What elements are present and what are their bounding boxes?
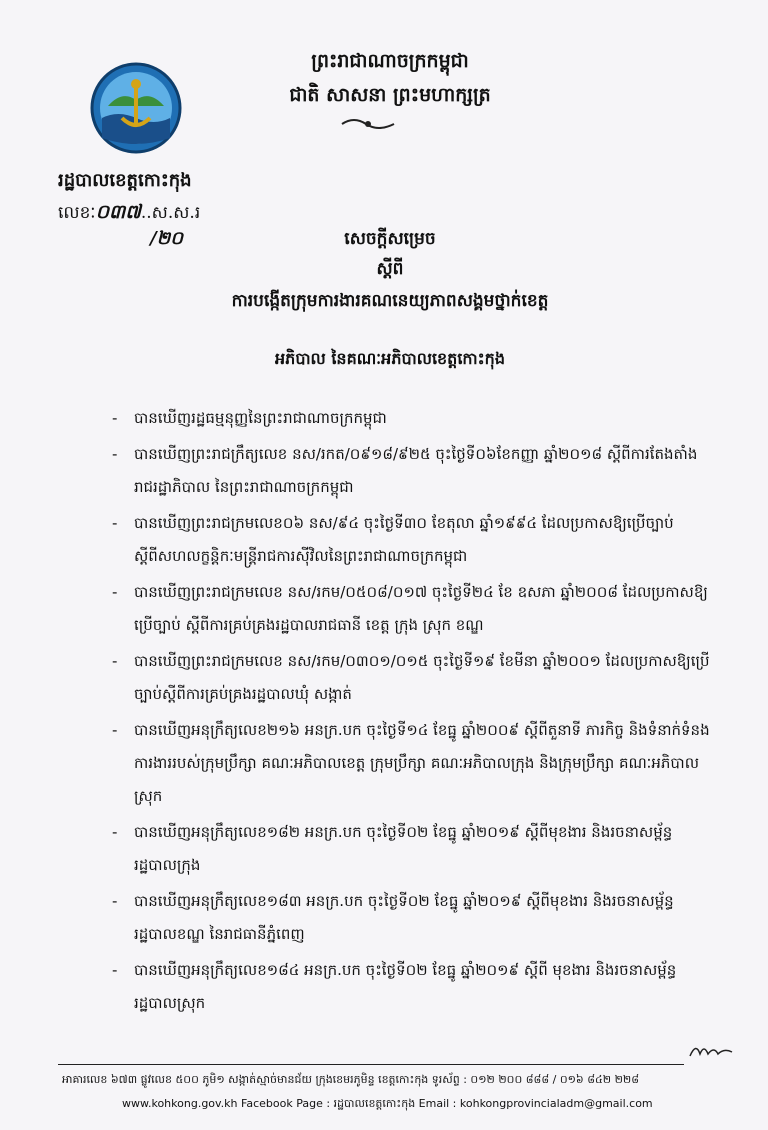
provincial-logo bbox=[88, 60, 184, 156]
list-item: - បានឃើញអនុក្រឹត្យលេខ១៨២ អនក្រ.បក ចុះថ្ងៃទី០២ ខែធ្នូ ឆ្នាំ២០១៩ ស្តីពីមុខងារ និងរចនាសម្ព័ន្ធរដ្ឋបាលក្រុង bbox=[112, 816, 712, 882]
reference-line bbox=[58, 200, 200, 228]
list-item: - បានឃើញព្រះរាជក្រឹត្យលេខ នស/រកត/០៩១៨/៩២៥ ចុះថ្ងៃទី០៦ខែកញ្ញា ឆ្នាំ២០១៨ ស្តីពីការតែងតាំងរាជរដ្ឋាភិបាល នៃព្រះរាជាណាចក្រកម្ពុជា bbox=[112, 438, 712, 504]
footer-address: អាគារលេខ ៦៧៣ ផ្លូវលេខ ៥០០ ភូមិ១ សង្កាត់ស្មាច់មានជ័យ ក្រុងខេមរភូមិន្ទ ខេត្តកោះកុង ទូរស័ព្ទ : ០១២ ២០០ ៨៨៨ / ០១៦ ៨៤២ ២២៨ bbox=[62, 1073, 640, 1086]
list-item: - បានឃើញអនុក្រឹត្យលេខ១៨៤ អនក្រ.បក ចុះថ្ងៃទី០២ ខែធ្នូ ឆ្នាំ២០១៩ ស្តីពី មុខងារ និងរចនាសម្ព័ន្ធរដ្ឋបាលស្រុក bbox=[112, 954, 712, 1020]
list-item: - បានឃើញអនុក្រឹត្យលេខ២១៦ អនក្រ.បក ចុះថ្ងៃទី១៤ ខែធ្នូ ឆ្នាំ២០០៩ ស្តីពីតួនាទី ភារកិច្ច និងទំនាក់ទំនងការងាររបស់ក្រុមប្រឹក្សា គណៈអភិបាលខេត្ត ក្រុមប្រឹក្សា គណៈអភិបាលក្រុង និងក្រុមប្រឹក្សា គណៈអភិបាលស្រុក bbox=[112, 714, 712, 813]
list-item: - បានឃើញអនុក្រឹត្យលេខ១៨៣ អនក្រ.បក ចុះថ្ងៃទី០២ ខែធ្នូ ឆ្នាំ២០១៩ ស្តីពីមុខងារ និងរចនាសម្ព័ន្ធរដ្ឋបាលខណ្ឌ នៃរាជធានីភ្នំពេញ bbox=[112, 885, 712, 951]
title-subject: ការបង្កើតក្រុមការងារគណនេយ្យភាពសង្គមថ្នាក់ខេត្ត bbox=[231, 291, 549, 311]
issuing-authority: អភិបាល នៃគណៈអភិបាលខេត្តកោះកុង bbox=[275, 349, 505, 368]
list-item: - បានឃើញព្រះរាជក្រមលេខ០៦ នស/៩៤ ចុះថ្ងៃទី៣០ ខែតុលា ឆ្នាំ១៩៩៤ ដែលប្រកាសឱ្យប្រើច្បាប់ស្តីពីសហលក្ខន្តិកៈមន្ត្រីរាជការស៊ីវិលនៃព្រះរាជាណាចក្រកម្ពុជា bbox=[112, 507, 712, 573]
footer-contact: www.kohkong.gov.kh Facebook Page : រដ្ឋបាលខេត្តកោះកុង Email : kohkongprovincialadm@gmail.com bbox=[122, 1097, 653, 1110]
legal-basis-list bbox=[112, 402, 712, 1023]
sender-office: រដ្ឋបាលខេត្តកោះកុង bbox=[58, 170, 192, 191]
kingdom-line-1: ព្រះរាជាណាចក្រកម្ពុជា bbox=[311, 50, 469, 72]
kingdom-header bbox=[270, 44, 510, 112]
title-about: ស្តីពី bbox=[376, 259, 404, 279]
ornament-divider bbox=[338, 114, 398, 134]
handwritten-initials bbox=[688, 1040, 736, 1062]
list-item: - បានឃើញព្រះរាជក្រមលេខ នស/រកម/០៣០១/០១៥ ចុះថ្ងៃទី១៩ ខែមីនា ឆ្នាំ២០០១ ដែលប្រកាសឱ្យប្រើច្បាប់ស្តីពីការគ្រប់គ្រងរដ្ឋបាលឃុំ សង្កាត់ bbox=[112, 645, 712, 711]
reference-year: /២០ bbox=[150, 228, 183, 249]
document-title: សេចក្តីសម្រេច bbox=[344, 229, 436, 249]
reference-label: លេខៈ bbox=[58, 203, 96, 223]
reference-suffix: ..ស.ស.រ bbox=[140, 203, 201, 223]
reference-number: ០៣៧ bbox=[95, 201, 141, 223]
list-item: - បានឃើញរដ្ឋធម្មនុញ្ញនៃព្រះរាជាណាចក្រកម្ពុជា bbox=[112, 402, 712, 435]
kingdom-line-2: ជាតិ សាសនា ព្រះមហាក្សត្រ bbox=[289, 84, 491, 106]
list-item: - បានឃើញព្រះរាជក្រមលេខ នស/រកម/០៥០៨/០១៧ ចុះថ្ងៃទី២៤ ខែ ឧសភា ឆ្នាំ២០០៨ ដែលប្រកាសឱ្យប្រើច្បាប់ ស្តីពីការគ្រប់គ្រងរដ្ឋបាលរាជធានី ខេត្ត ក្រុង ស្រុក ខណ្ឌ bbox=[112, 576, 712, 642]
footer-divider bbox=[58, 1064, 684, 1065]
